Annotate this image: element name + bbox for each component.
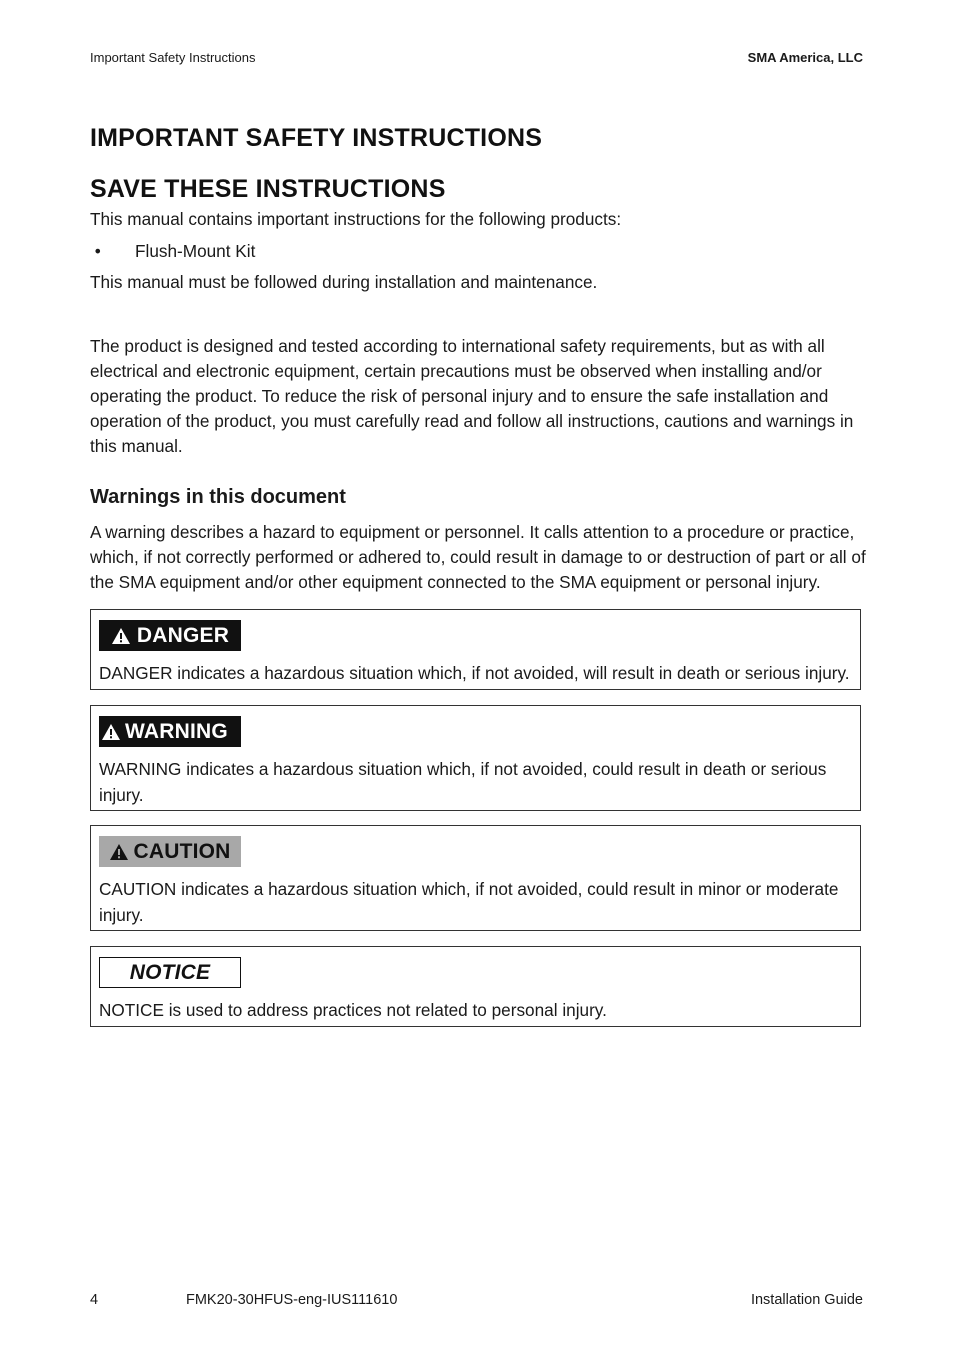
- caution-label: [99, 836, 241, 867]
- danger-label: [99, 620, 241, 651]
- caution-notice-box: [90, 825, 861, 931]
- warning-triangle-icon: [101, 723, 121, 741]
- warning-text: WARNING indicates a hazardous situation which, if not avoided, could result in death or serious injury.: [99, 759, 827, 805]
- design-paragraph: The product is designed and tested according to international safety requirements, but as with all electrical and electronic equipment, certain precautions must be observed when installing and/or operating the product. To reduce the risk of personal injury and to ensure the safe installation and operation of the product, you must carefully read and follow all instructions, cautions and warnings in this manual.: [90, 336, 854, 456]
- follow-text: This manual must be followed during installation and maintenance.: [90, 272, 598, 292]
- notice-notice-box: [90, 946, 861, 1027]
- warning-label-text: WARNING: [125, 719, 228, 743]
- product-list-item: [90, 239, 870, 264]
- warnings-description: A warning describes a hazard to equipment or personnel. It calls attention to a procedure or practice, which, if not correctly performed or adhered to, could result in damage to or destruction of part or all of the SMA equipment and/or other equipment connected to the SMA equipment or personal injury.: [90, 522, 866, 592]
- header-section-title: Important Safety Instructions: [90, 50, 256, 65]
- intro-text: This manual contains important instructions for the following products:: [90, 209, 622, 229]
- document-id: FMK20-30HFUS-eng-IUS111610: [186, 1292, 398, 1308]
- product-name: Flush-Mount Kit: [135, 241, 256, 261]
- danger-text: DANGER indicates a hazardous situation which, if not avoided, will result in death or serious injury.: [99, 663, 850, 683]
- warning-label: [99, 716, 241, 747]
- save-instructions-title: SAVE THESE INSTRUCTIONS: [90, 175, 446, 203]
- danger-label-text: DANGER: [136, 623, 230, 647]
- notice-label: NOTICE: [99, 957, 241, 988]
- guide-title: Installation Guide: [750, 1292, 863, 1308]
- warning-triangle-icon: [111, 627, 131, 645]
- warning-notice-box: [90, 705, 861, 811]
- caution-label-text: CAUTION: [133, 839, 231, 863]
- warning-triangle-icon: [109, 843, 129, 861]
- caution-text: CAUTION indicates a hazardous situation which, if not avoided, could result in minor or moderate injury.: [99, 879, 839, 925]
- notice-text: NOTICE is used to address practices not related to personal injury.: [99, 1000, 607, 1020]
- bullet-icon: •: [90, 241, 101, 261]
- header-company: SMA America, LLC: [747, 50, 863, 65]
- warnings-heading: Warnings in this document: [90, 486, 346, 508]
- page-number: 4: [90, 1292, 99, 1308]
- page-title: IMPORTANT SAFETY INSTRUCTIONS: [90, 124, 543, 152]
- danger-notice-box: [90, 609, 861, 690]
